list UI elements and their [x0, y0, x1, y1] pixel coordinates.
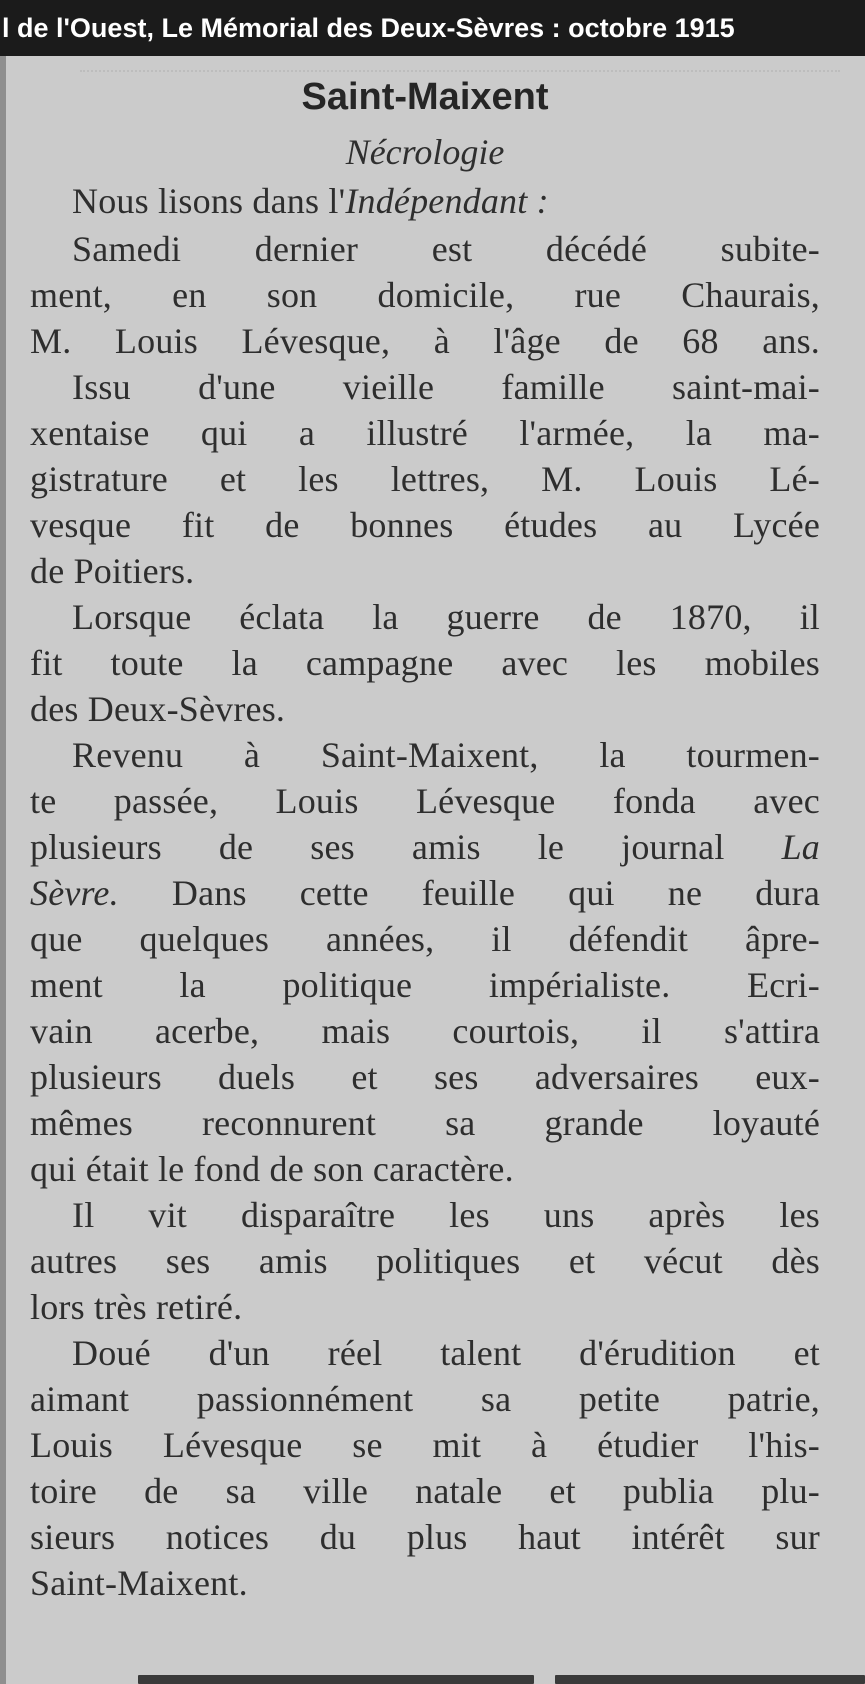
text-line: autres ses amis politiques et vécut dès	[30, 1241, 820, 1281]
text-segment: Dans cette feuille qui ne dura	[171, 873, 820, 913]
intro-source: Indépendant :	[345, 181, 549, 221]
text-line: toire de sa ville natale et publia plu-	[30, 1471, 820, 1511]
text-line: Doué d'un réel talent d'érudition et	[72, 1333, 820, 1373]
article-intro	[30, 178, 820, 224]
article-section-title: Nécrologie	[345, 132, 505, 172]
text-line: de Poitiers.	[30, 551, 195, 591]
intro-prefix: Nous lisons dans l'	[72, 181, 346, 221]
bottom-scroll-bar[interactable]	[555, 1675, 865, 1684]
text-line: lors très retiré.	[30, 1287, 243, 1327]
text-line: Revenu à Saint-Maixent, la tourmen-	[72, 735, 820, 775]
text-line: M. Louis Lévesque, à l'âge de 68 ans.	[30, 321, 820, 361]
text-line: fit toute la campagne avec les mobiles	[30, 643, 820, 683]
newspaper-scan	[0, 56, 865, 1684]
text-line: Saint-Maixent.	[30, 1563, 248, 1603]
bottom-toolbar-edge	[0, 1675, 865, 1684]
text-line: Il vit disparaître les uns après les	[72, 1195, 820, 1235]
text-line: Lorsque éclata la guerre de 1870, il	[72, 597, 820, 637]
text-line: vain acerbe, mais courtois, il s'attira	[30, 1011, 820, 1051]
text-line: sieurs notices du plus haut intérêt sur	[30, 1517, 820, 1557]
text-line: plusieurs duels et ses adversaires eux-	[30, 1057, 820, 1097]
text-line: aimant passionnément sa petite patrie,	[30, 1379, 820, 1419]
text-line: gistrature et les lettres, M. Louis Lé-	[30, 459, 820, 499]
text-line: que quelques années, il défendit âpre-	[30, 919, 820, 959]
text-line: xentaise qui a illustré l'armée, la ma-	[30, 413, 820, 453]
page-edge	[0, 56, 6, 1684]
text-line: ment la politique impérialiste. Ecri-	[30, 965, 820, 1005]
text-line	[30, 870, 820, 916]
text-line: te passée, Louis Lévesque fonda avec	[30, 781, 820, 821]
text-line: Louis Lévesque se mit à étudier l'his-	[30, 1425, 820, 1465]
text-line: des Deux-Sèvres.	[30, 689, 286, 729]
previous-text-fragment	[80, 56, 840, 72]
bottom-scroll-bar[interactable]	[138, 1675, 534, 1684]
newspaper-name-cont: Sèvre.	[30, 873, 119, 913]
newspaper-name: La	[781, 827, 820, 867]
text-line: ment, en son domicile, rue Chaurais,	[30, 275, 820, 315]
text-segment: plusieurs de ses amis le journal	[30, 827, 725, 867]
text-line: Samedi dernier est décédé subite-	[72, 229, 820, 269]
text-line	[30, 824, 820, 870]
text-line: vesque fit de bonnes études au Lycée	[30, 505, 820, 545]
window-title-bar	[0, 0, 865, 56]
window-title: l de l'Ouest, Le Mémorial des Deux-Sèvres : octobre 1915	[2, 13, 735, 43]
text-line: qui était le fond de son caractère.	[30, 1149, 514, 1189]
text-line: mêmes reconnurent sa grande loyauté	[30, 1103, 820, 1143]
article-headline: Saint-Maixent	[301, 76, 549, 118]
text-line: Issu d'une vieille famille saint-mai-	[72, 367, 820, 407]
